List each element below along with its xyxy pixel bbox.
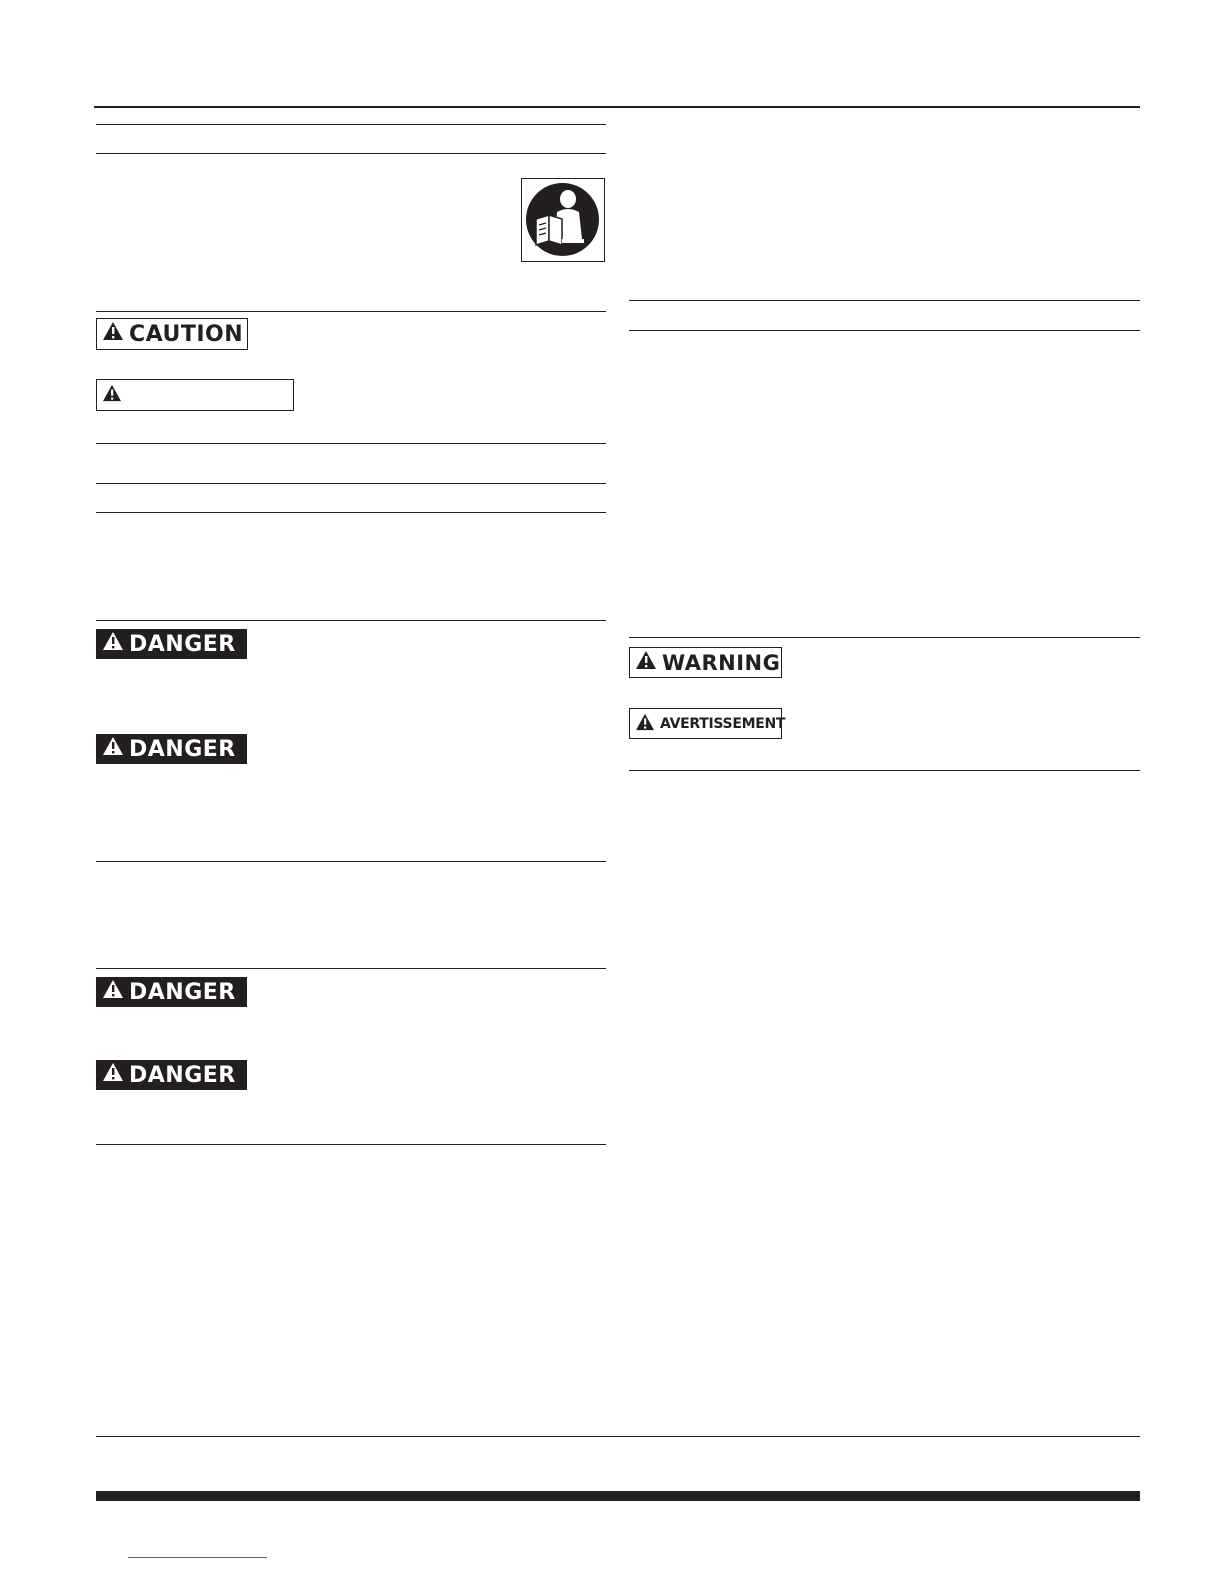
warning-triangle-icon bbox=[102, 631, 124, 657]
notice-signal bbox=[96, 379, 294, 411]
section-rule bbox=[629, 770, 1140, 771]
section-rule bbox=[629, 300, 1140, 301]
warning-triangle-icon bbox=[635, 713, 655, 735]
avertissement-label: AVERTISSEMENT bbox=[660, 715, 786, 732]
section-rule bbox=[96, 512, 606, 513]
danger-signal bbox=[96, 977, 247, 1007]
danger-signal bbox=[96, 1060, 247, 1090]
caution-signal bbox=[96, 318, 248, 350]
warning-triangle-icon bbox=[102, 321, 124, 347]
warning-triangle-icon bbox=[102, 384, 122, 407]
warning-label: WARNING bbox=[662, 650, 781, 675]
warning-triangle-icon bbox=[102, 1062, 124, 1088]
warning-triangle-icon bbox=[102, 979, 124, 1005]
danger-label: DANGER bbox=[129, 631, 236, 657]
danger-label: DANGER bbox=[129, 736, 236, 762]
footer-bar bbox=[96, 1491, 1140, 1501]
section-rule bbox=[96, 443, 606, 444]
section-rule bbox=[96, 124, 606, 125]
danger-signal bbox=[96, 734, 247, 764]
section-rule bbox=[629, 330, 1140, 331]
warning-triangle-icon bbox=[102, 736, 124, 762]
section-rule bbox=[96, 483, 606, 484]
read-manual-icon bbox=[521, 178, 605, 262]
section-rule bbox=[96, 968, 606, 969]
section-rule bbox=[96, 153, 606, 154]
section-rule bbox=[96, 620, 606, 621]
danger-label: DANGER bbox=[129, 979, 236, 1005]
page-bottom-rule bbox=[96, 1436, 1140, 1437]
footer-link-underline[interactable] bbox=[128, 1557, 267, 1558]
page-top-rule bbox=[94, 106, 1140, 108]
warning-signal bbox=[629, 647, 782, 678]
caution-label: CAUTION bbox=[129, 321, 244, 347]
danger-signal bbox=[96, 629, 247, 659]
section-rule bbox=[629, 637, 1140, 638]
section-rule bbox=[96, 311, 606, 312]
section-rule bbox=[96, 861, 606, 862]
danger-label: DANGER bbox=[129, 1062, 236, 1088]
avertissement-signal bbox=[629, 708, 786, 739]
warning-triangle-icon bbox=[635, 650, 657, 675]
section-rule bbox=[96, 1144, 606, 1145]
